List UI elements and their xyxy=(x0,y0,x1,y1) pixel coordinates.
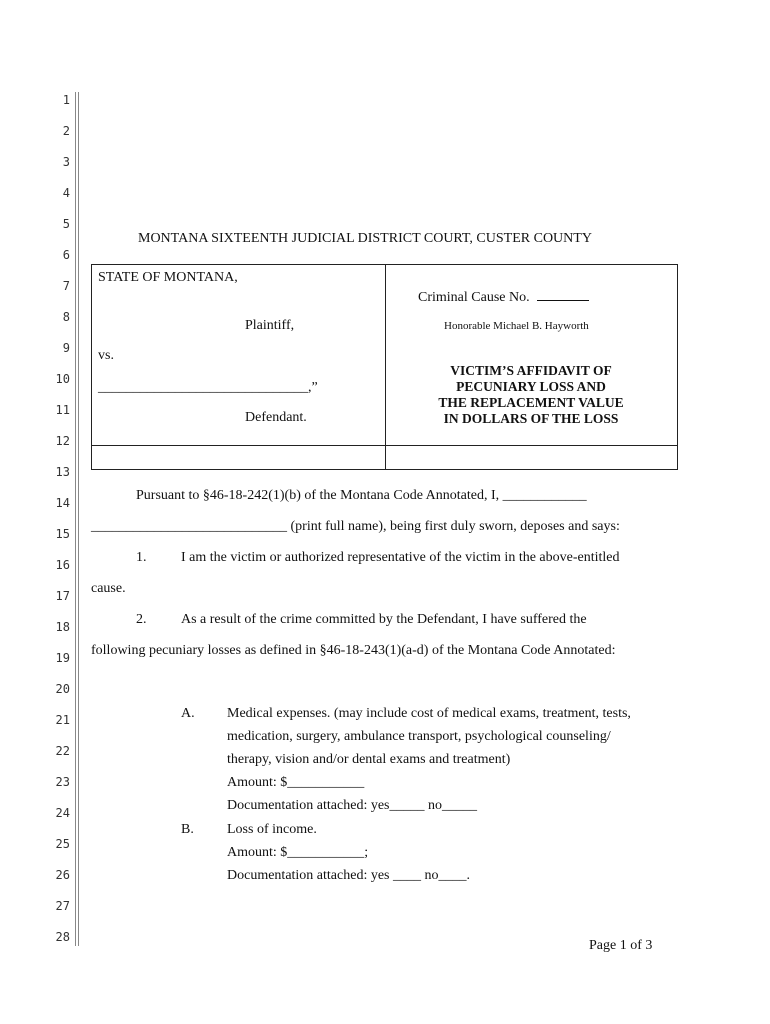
line-number: 12 xyxy=(55,434,70,448)
line-number: 7 xyxy=(62,279,70,293)
line-number: 28 xyxy=(55,930,70,944)
line-number: 24 xyxy=(55,806,70,820)
cause-number-label: Criminal Cause No. xyxy=(418,290,530,305)
affiant-name-line: ____________________________ (print full name), being first duly sworn, deposes and says: xyxy=(91,519,620,534)
line-number: 2 xyxy=(62,124,70,138)
line-number: 13 xyxy=(55,465,70,479)
amount-field: Amount: $___________ xyxy=(227,775,365,790)
document-title-line: THE REPLACEMENT VALUE xyxy=(438,395,624,410)
line-number: 27 xyxy=(55,899,70,913)
line-number: 9 xyxy=(62,341,70,355)
item-label: A. xyxy=(181,706,195,721)
line-number: 10 xyxy=(55,372,70,386)
line-number: 6 xyxy=(62,248,70,262)
item-text: medication, surgery, ambulance transport, psychological counseling/ xyxy=(227,729,611,744)
affiant-intro: Pursuant to §46-18-242(1)(b) of the Montana Code Annotated, I, ____________ xyxy=(136,488,587,503)
document-title-line: VICTIM’S AFFIDAVIT OF xyxy=(450,363,612,378)
line-number: 26 xyxy=(55,868,70,882)
line-number: 18 xyxy=(55,620,70,634)
vs-label: vs. xyxy=(98,348,114,363)
paragraph-text: I am the victim or authorized representative of the victim in the above-entitled xyxy=(181,550,620,565)
documentation-field: Documentation attached: yes ____ no____. xyxy=(227,868,470,883)
caption-divider xyxy=(91,445,678,446)
cause-number xyxy=(418,287,589,306)
defendant-label: Defendant. xyxy=(245,410,307,425)
line-number: 11 xyxy=(55,403,70,417)
paragraph-text: following pecuniary losses as defined in §46-18-243(1)(a-d) of the Montana Code Annotated: xyxy=(91,643,616,658)
line-number: 23 xyxy=(55,775,70,789)
cause-number-blank xyxy=(537,287,589,301)
paragraph-text: As a result of the crime committed by the Defendant, I have suffered the xyxy=(181,612,587,627)
margin-rule xyxy=(78,92,79,946)
court-title: MONTANA SIXTEENTH JUDICIAL DISTRICT COURT, CUSTER COUNTY xyxy=(138,231,592,246)
item-text: Medical expenses. (may include cost of medical exams, treatment, tests, xyxy=(227,706,631,721)
page-number: Page 1 of 3 xyxy=(589,938,653,953)
document-title-line: PECUNIARY LOSS AND xyxy=(456,379,606,394)
line-number: 5 xyxy=(62,217,70,231)
item-text: therapy, vision and/or dental exams and treatment) xyxy=(227,752,511,767)
line-number: 21 xyxy=(55,713,70,727)
line-number: 3 xyxy=(62,155,70,169)
line-number: 15 xyxy=(55,527,70,541)
line-number: 4 xyxy=(62,186,70,200)
paragraph-number: 2. xyxy=(136,612,147,627)
defendant-name-field: ______________________________,” xyxy=(98,380,318,395)
item-text: Loss of income. xyxy=(227,822,317,837)
documentation-field: Documentation attached: yes_____ no_____ xyxy=(227,798,477,813)
margin-rule xyxy=(75,92,76,946)
line-number: 8 xyxy=(62,310,70,324)
item-label: B. xyxy=(181,822,194,837)
plaintiff-label: Plaintiff, xyxy=(245,318,295,333)
line-number: 20 xyxy=(55,682,70,696)
amount-field: Amount: $___________; xyxy=(227,845,369,860)
paragraph-text: cause. xyxy=(91,581,126,596)
line-number: 22 xyxy=(55,744,70,758)
line-number: 17 xyxy=(55,589,70,603)
line-number: 19 xyxy=(55,651,70,665)
judge-name: Honorable Michael B. Hayworth xyxy=(444,320,589,332)
line-number: 1 xyxy=(62,93,70,107)
state-label: STATE OF MONTANA, xyxy=(98,270,238,285)
line-number: 14 xyxy=(55,496,70,510)
line-number: 16 xyxy=(55,558,70,572)
paragraph-number: 1. xyxy=(136,550,147,565)
document-title-line: IN DOLLARS OF THE LOSS xyxy=(443,411,619,426)
line-number: 25 xyxy=(55,837,70,851)
